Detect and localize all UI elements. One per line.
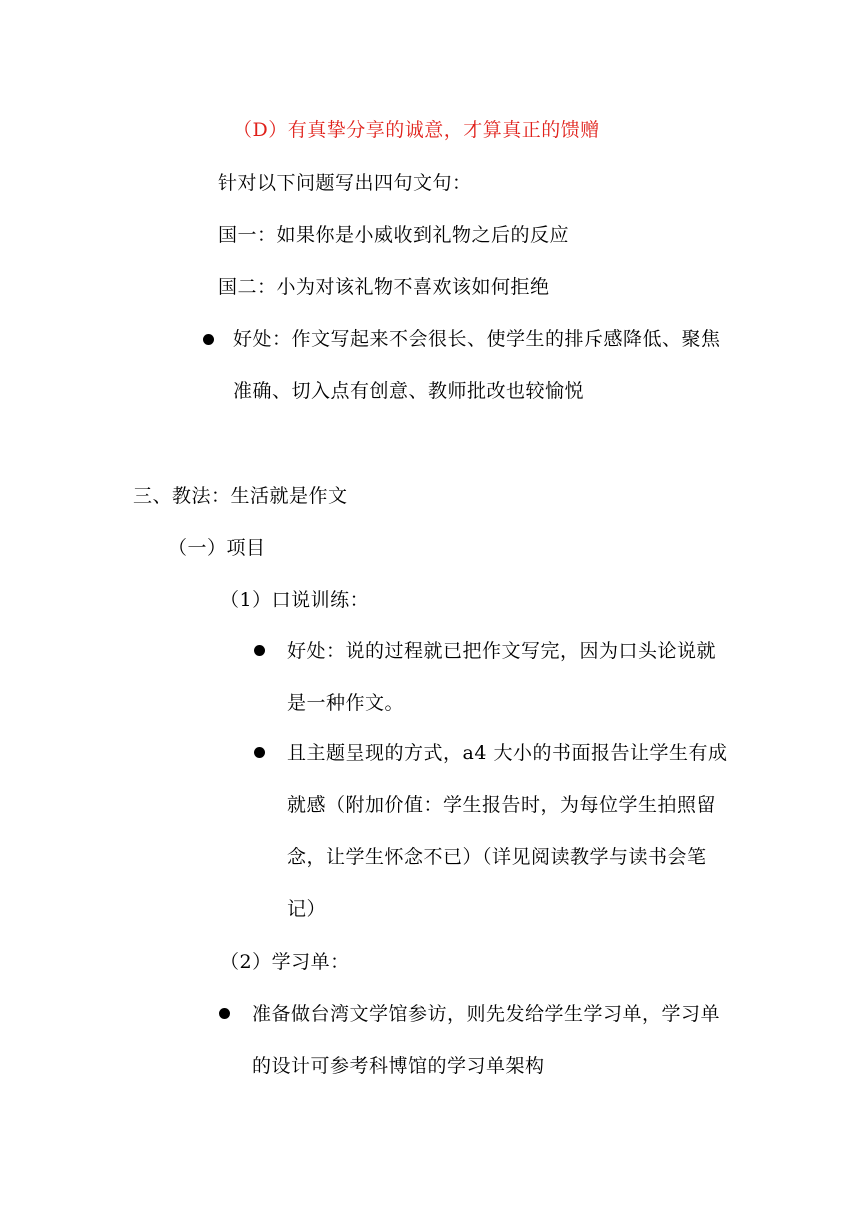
bullet-c-line-2: 的设计可参考科博馆的学习单架构 (252, 1055, 545, 1077)
bullet-icon (254, 747, 265, 758)
item-1-title: （1）口说训练： (220, 589, 370, 611)
benefit-line-2: 准确、切入点有创意、教师批改也较愉悦 (233, 380, 585, 402)
bullet-icon (254, 645, 265, 656)
bullet-a-line-2: 是一种作文。 (287, 692, 405, 714)
bullet-b-line-1: 且主题呈现的方式，a4 大小的书面报告让学生有成 (287, 742, 728, 764)
question-grade-2: 国二：小为对该礼物不喜欢该如何拒绝 (218, 276, 550, 298)
highlight-option-text: （D）有真挚分享的诚意，才算真正的馈赠 (233, 119, 600, 141)
bullet-a-line-1: 好处：说的过程就已把作文写完，因为口头论说就 (287, 640, 717, 662)
subsection-heading: （一）项目 (168, 537, 266, 559)
section-heading: 三、教法：生活就是作文 (133, 485, 348, 507)
benefit-line-1: 好处：作文写起来不会很长、使学生的排斥感降低、聚焦 (233, 328, 721, 350)
writing-prompt: 针对以下问题写出四句文句： (218, 172, 472, 194)
question-grade-1: 国一：如果你是小威收到礼物之后的反应 (218, 224, 570, 246)
bullet-c-line-1: 准备做台湾文学馆参访，则先发给学生学习单，学习单 (252, 1003, 721, 1025)
item-2-title: （2）学习单： (220, 951, 350, 973)
bullet-b-line-2: 就感（附加价值：学生报告时，为每位学生拍照留 (287, 794, 717, 816)
bullet-icon (219, 1008, 230, 1019)
bullet-b-line-3: 念，让学生怀念不已）（详见阅读教学与读书会笔 (287, 846, 707, 868)
bullet-b-line-4: 记） (287, 898, 327, 920)
bullet-icon (203, 334, 214, 345)
